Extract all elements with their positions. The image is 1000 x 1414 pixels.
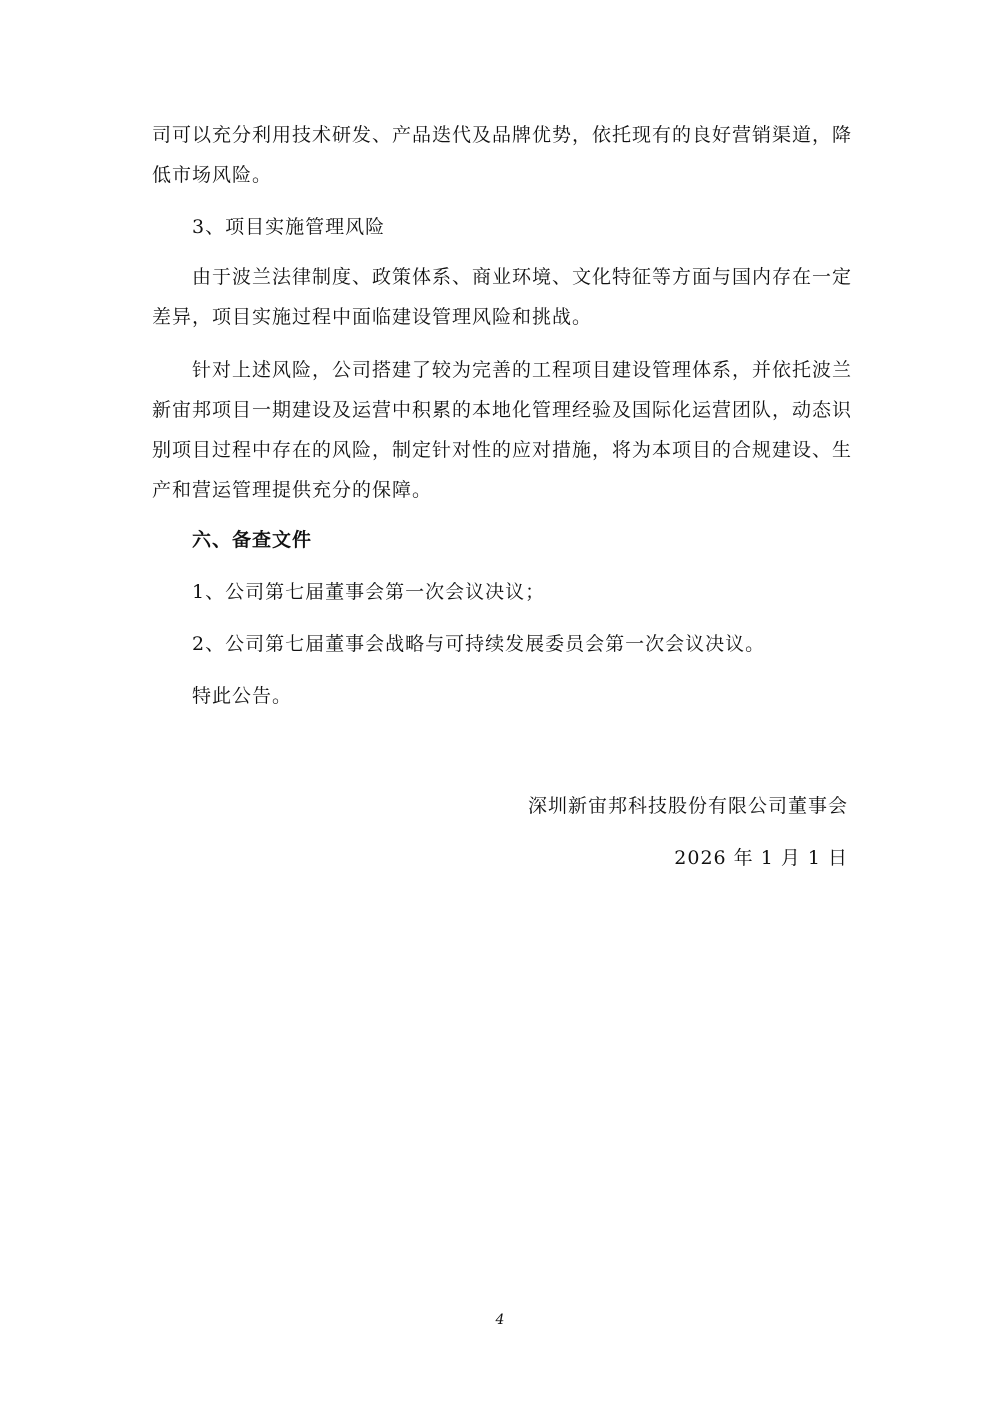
signature-company: 深圳新宙邦科技股份有限公司董事会: [527, 795, 848, 817]
reference-list: [152, 572, 852, 612]
paragraph-risk: [152, 257, 852, 337]
page-number: 4: [495, 1312, 505, 1328]
reference-list: [152, 624, 852, 664]
paragraph-line: 新宙邦项目一期建设及运营中积累的本地化管理经验及国际化运营团队，动态识: [152, 399, 853, 421]
section-heading: [152, 520, 852, 560]
reference-item-1: 1、公司第七届董事会第一次会议决议；: [192, 581, 546, 603]
reference-item-2: 2、公司第七届董事会战略与可持续发展委员会第一次会议决议。: [192, 633, 766, 655]
paragraph-line: 低市场风险。: [152, 164, 273, 186]
subsection-title: [152, 207, 852, 247]
paragraph-line: 由于波兰法律制度、政策体系、商业环境、文化特征等方面与国内存在一定: [192, 266, 853, 288]
paragraph-response: [152, 350, 852, 510]
paragraph-line: 别项目过程中存在的风险，制定针对性的应对措施，将为本项目的合规建设、生: [152, 439, 853, 461]
section-6-title: 六、备查文件: [192, 529, 313, 551]
paragraph-line: 差异，项目实施过程中面临建设管理风险和挑战。: [152, 306, 593, 328]
paragraph-line: 司可以充分利用技术研发、产品迭代及品牌优势，依托现有的良好营销渠道，降: [152, 124, 853, 146]
subsection-3-title: 3、项目实施管理风险: [192, 216, 386, 238]
closing: [152, 676, 852, 716]
paragraph-line: 产和营运管理提供充分的保障。: [152, 479, 433, 501]
paragraph-continuation: [152, 115, 852, 195]
paragraph-line: 针对上述风险，公司搭建了较为完善的工程项目建设管理体系，并依托波兰: [192, 359, 853, 381]
closing-text: 特此公告。: [192, 685, 293, 707]
signature-date: 2026 年 1 月 1 日: [674, 847, 848, 869]
